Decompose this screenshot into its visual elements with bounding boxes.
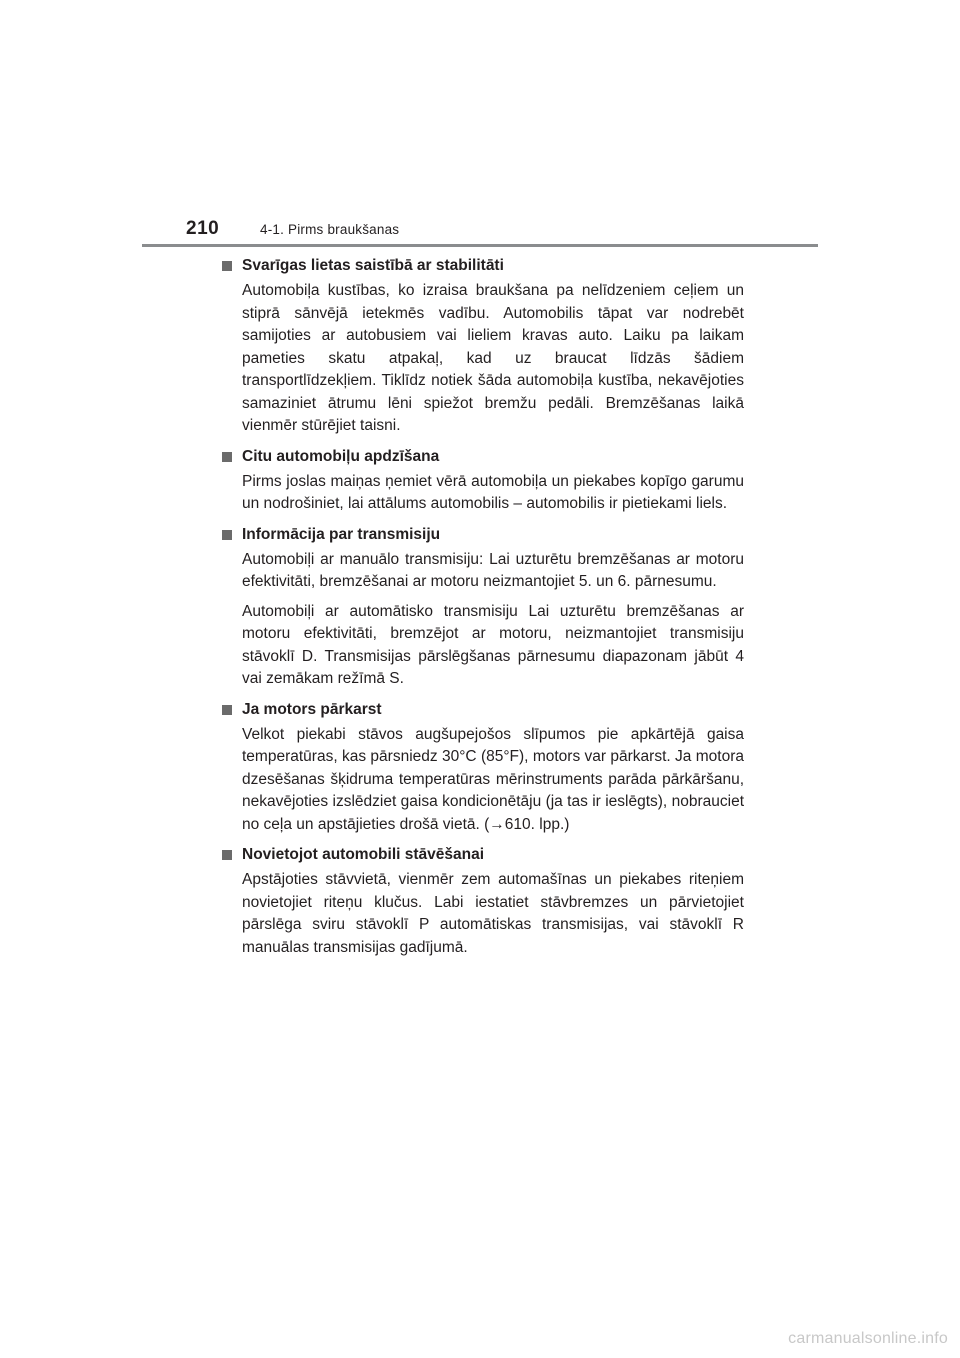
main-content	[222, 256, 744, 968]
section-heading	[222, 845, 744, 865]
section-overtaking	[222, 447, 744, 516]
page-number: 210	[186, 218, 220, 239]
heading-text: Ja motors pārkarst	[242, 700, 382, 718]
heading-text: Informācija par transmisiju	[242, 525, 441, 543]
section-overheating	[222, 700, 744, 837]
section-stability	[222, 256, 744, 438]
section-heading	[222, 525, 744, 545]
square-bullet-icon	[222, 705, 232, 715]
section-heading	[222, 447, 744, 467]
heading-text: Svarīgas lietas saistībā ar stabilitāti	[242, 257, 504, 274]
paragraph: Velkot piekabi stāvos augšupejošos slīpumos pie apkārtējā gaisa temperatūras, kas pārsniedz 30°C (85°F), motors var pārkarst. Ja motora dzesēšanas šķidruma temperatūras mērinstruments parāda pārkāršanu, nekavējoties izslēdziet gaisa kondicionētāju (ja tas ir ieslēgts), nobrauciet no ceļa un apstājieties drošā vietā. (→610. lpp.)	[242, 725, 744, 833]
square-bullet-icon	[222, 261, 232, 271]
section-heading	[222, 256, 744, 276]
square-bullet-icon	[222, 850, 232, 860]
paragraph: Pirms joslas maiņas ņemiet vērā automobiļa un piekabes kopīgo garumu un nodrošiniet, lai attālums automobilis – automobilis ir pietiekami liels.	[242, 472, 744, 512]
section-transmission	[222, 525, 744, 691]
heading-text: Novietojot automobili stāvēšanai	[242, 846, 485, 863]
header-divider	[142, 244, 818, 247]
heading-text: Citu automobiļu apdzīšana	[242, 447, 440, 465]
paragraph: Automobiļi ar automātisko transmisiju Lai uzturētu bremzēšanas ar motoru efektivitāti, bremzējot ar motoru, neizmantojiet transmisiju stāvoklī D. Transmisijas pārslēgšanas pārnesumu diapazonam jābūt 4 vai zemākam režīmā S.	[242, 602, 744, 687]
square-bullet-icon	[222, 452, 232, 462]
section-parking	[222, 845, 744, 959]
paragraph: Apstājoties stāvvietā, vienmēr zem automašīnas un piekabes riteņiem novietojiet riteņu klučus. Labi iestatiet stāvbremzes un pārvietojiet pārslēga sviru stāvoklī P automātiskas transmisijas, vai stāvoklī R manuālas transmisijas gadījumā.	[242, 871, 744, 956]
section-title: 4-1. Pirms braukšanas	[260, 222, 400, 237]
paragraph: Automobiļa kustības, ko izraisa braukšana pa nelīdzeniem ceļiem un stiprā sānvējā ietekmēs vadību. Automobilis tāpat var nodrebēt samijoties ar autobusiem vai lieliem kravas auto. Laiku pa laikam pameties skatu atpakaļ, kad uz braucat līdzās šādiem transportlīdzekļiem. Tiklīdz notiek šāda automobiļa kustība, nekavējoties samaziniet ātrumu lēni spiežot bremžu pedāli. Bremzēšanas laikā vienmēr stūrējiet taisni.	[242, 282, 744, 434]
paragraph: Automobiļi ar manuālo transmisiju: Lai uzturētu bremzēšanas ar motoru efektivitāti, bremzēšanai ar motoru neizmantojiet 5. un 6. pārnesumu.	[242, 550, 744, 590]
watermark: carmanualsonline.info	[788, 1330, 948, 1347]
square-bullet-icon	[222, 530, 232, 540]
section-heading	[222, 700, 744, 720]
